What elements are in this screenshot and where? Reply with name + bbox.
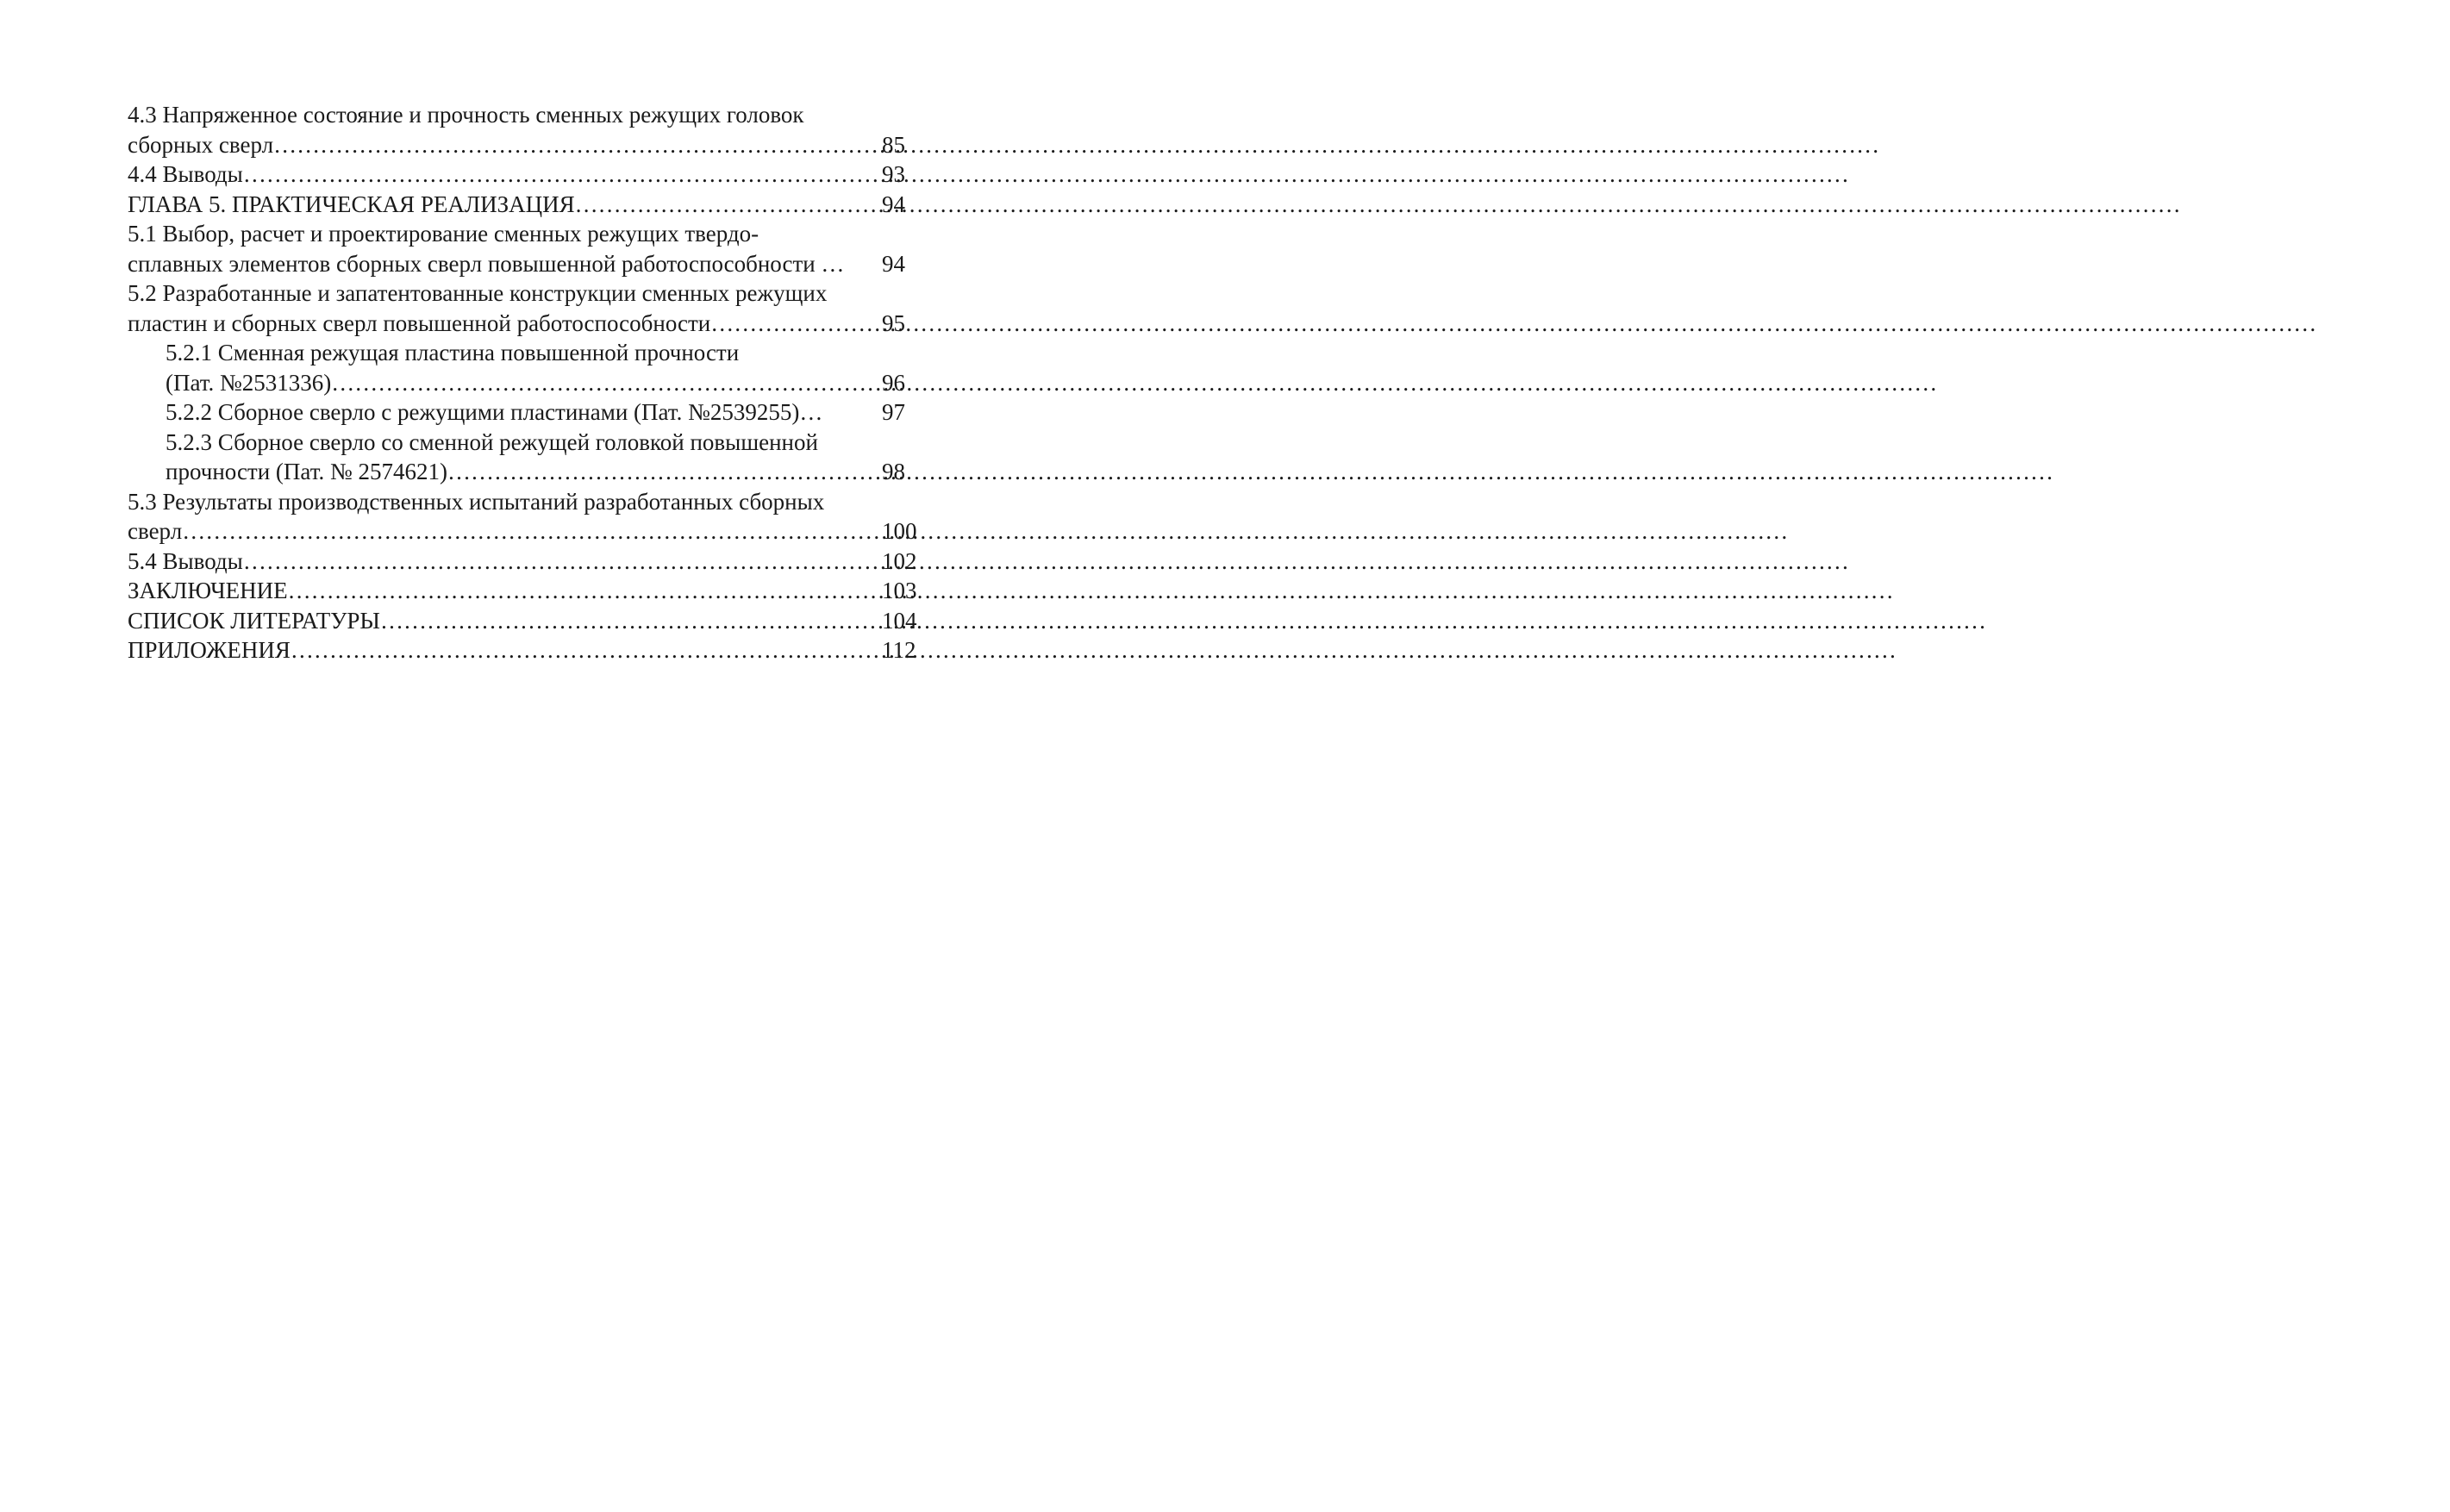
toc-entry-text: (Пат. №2531336) bbox=[166, 369, 332, 396]
toc-entry-5-2-1-line2 bbox=[128, 368, 934, 398]
toc-entry-4-3-line1 bbox=[128, 100, 934, 130]
toc-entry-text: 5.4 Выводы bbox=[128, 547, 243, 574]
dot-leader bbox=[273, 130, 863, 160]
dot-leader bbox=[380, 606, 863, 636]
toc-entry-text: 5.2.1 Сменная режущая пластина повышенной прочности bbox=[166, 340, 740, 366]
dot-leader bbox=[243, 547, 863, 577]
document-page bbox=[0, 0, 1070, 1512]
toc-entry-5-2-line2 bbox=[128, 309, 934, 339]
toc-page-number: 93 bbox=[882, 161, 905, 187]
toc-page-number: 97 bbox=[882, 399, 905, 425]
dot-leader bbox=[291, 635, 863, 665]
toc-entry-5-2-2 bbox=[128, 397, 934, 428]
toc-page-number: 102 bbox=[882, 547, 917, 574]
dot-leader bbox=[575, 190, 863, 220]
toc-page-number: 94 bbox=[882, 191, 905, 217]
toc-entry-5-2-3-line1 bbox=[128, 428, 934, 458]
dot-leader bbox=[243, 159, 863, 190]
toc-entry-text: прочности (Пат. № 2574621) bbox=[166, 459, 447, 484]
toc-entry-text: 4.4 Выводы bbox=[128, 161, 243, 187]
toc-entry-chapter-5 bbox=[128, 190, 934, 220]
toc-entry-text: 5.2 Разработанные и запатентованные конструкции сменных режущих bbox=[128, 280, 828, 306]
toc-page-number: 100 bbox=[882, 518, 917, 544]
toc-page-number: 95 bbox=[882, 309, 905, 336]
toc-page-number: 85 bbox=[882, 131, 905, 158]
toc-page-number: 104 bbox=[882, 607, 917, 634]
toc-entry-text: ГЛАВА 5. ПРАКТИЧЕСКАЯ РЕАЛИЗАЦИЯ bbox=[128, 191, 575, 217]
toc-entry-text: 5.3 Результаты производственных испытаний разработанных сборных bbox=[128, 488, 825, 515]
toc-entry-text: 5.1 Выбор, расчет и проектирование сменных режущих твердо- bbox=[128, 221, 759, 247]
toc-entry-text: СПИСОК ЛИТЕРАТУРЫ bbox=[128, 607, 380, 634]
toc-entry-text: сборных сверл bbox=[128, 131, 274, 158]
toc-entry-text: 5.2.2 Сборное сверло с режущими пластинами (Пат. №2539255)… bbox=[166, 399, 823, 425]
dot-leader bbox=[447, 457, 863, 487]
toc-entry-5-2-line1 bbox=[128, 278, 934, 309]
toc-entry-4-3-line2 bbox=[128, 130, 934, 160]
dot-leader bbox=[182, 516, 863, 547]
toc-entry-5-3-line1 bbox=[128, 487, 934, 517]
toc-entry-5-4 bbox=[128, 547, 934, 577]
dot-leader bbox=[710, 309, 863, 339]
toc-entry-text: сплавных элементов сборных сверл повышенной работоспособности … bbox=[128, 250, 845, 277]
toc-page-number: 96 bbox=[882, 369, 905, 396]
dot-leader bbox=[331, 368, 863, 398]
toc-page-number: 103 bbox=[882, 578, 917, 603]
toc-entry-conclusion bbox=[128, 576, 934, 606]
toc-entry-appendices bbox=[128, 635, 934, 665]
toc-entry-5-3-line2 bbox=[128, 516, 934, 547]
toc-page-number: 98 bbox=[882, 459, 905, 484]
toc-entry-5-2-1-line1 bbox=[128, 338, 934, 368]
toc-entry-4-4 bbox=[128, 159, 934, 190]
toc-entry-5-2-3-line2 bbox=[128, 457, 934, 487]
toc-page-number: 112 bbox=[882, 637, 916, 663]
toc-entry-text: ЗАКЛЮЧЕНИЕ bbox=[128, 578, 288, 603]
toc-entry-references bbox=[128, 606, 934, 636]
toc-entry-5-1-line2 bbox=[128, 249, 934, 279]
toc-entry-5-1-line1 bbox=[128, 219, 934, 249]
dot-leader bbox=[288, 576, 863, 606]
toc-entry-text: 4.3 Напряженное состояние и прочность сменных режущих головок bbox=[128, 102, 804, 128]
toc-page-number: 94 bbox=[882, 250, 905, 277]
toc-entry-text: пластин и сборных сверл повышенной работоспособности bbox=[128, 309, 711, 336]
table-of-contents bbox=[128, 100, 934, 665]
toc-entry-text: 5.2.3 Сборное сверло со сменной режущей головкой повышенной bbox=[166, 428, 818, 455]
toc-entry-text: сверл bbox=[128, 518, 183, 544]
toc-entry-text: ПРИЛОЖЕНИЯ bbox=[128, 637, 291, 663]
